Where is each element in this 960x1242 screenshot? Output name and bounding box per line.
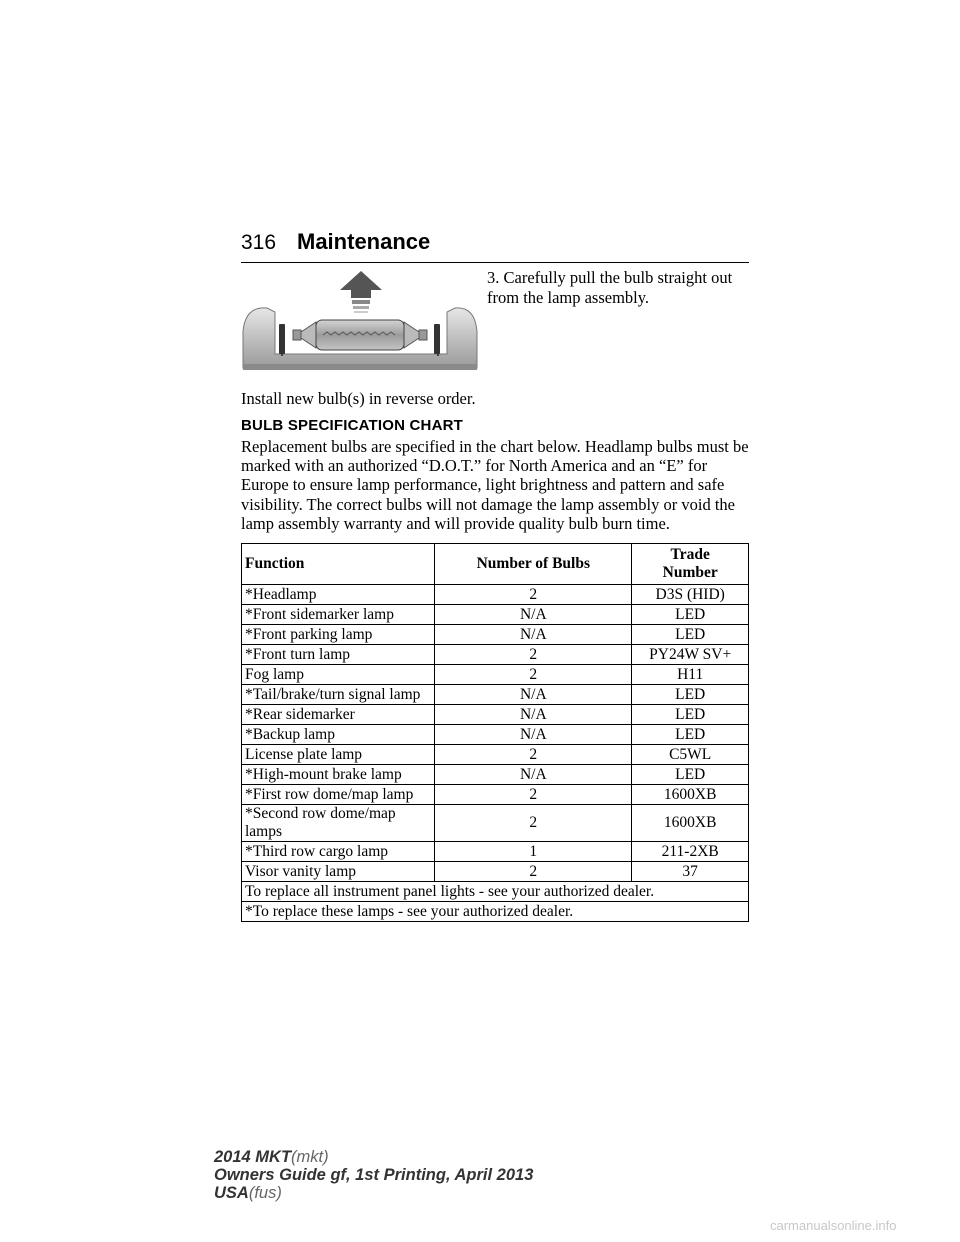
cell-trade-number: LED [632, 725, 749, 745]
cell-number-of-bulbs: 2 [435, 805, 632, 842]
table-row [242, 725, 749, 745]
chart-heading: BULB SPECIFICATION CHART [241, 417, 464, 434]
table-row [242, 805, 749, 842]
table-row [242, 842, 749, 862]
cell-function: *First row dome/map lamp [242, 785, 435, 805]
cell-number-of-bulbs: 2 [435, 745, 632, 765]
footer-market: USA [214, 1184, 249, 1202]
up-arrow-icon [340, 271, 382, 298]
cell-function: *High-mount brake lamp [242, 765, 435, 785]
cell-trade-number: LED [632, 685, 749, 705]
cell-number-of-bulbs: 2 [435, 585, 632, 605]
cell-trade-number: H11 [632, 665, 749, 685]
table-note-dealer: *To replace these lamps - see your authorized dealer. [242, 902, 749, 922]
cell-number-of-bulbs: N/A [435, 765, 632, 785]
table-row [242, 645, 749, 665]
footer-model: 2014 MKT [214, 1148, 292, 1166]
cell-number-of-bulbs: 2 [435, 645, 632, 665]
cell-number-of-bulbs: N/A [435, 685, 632, 705]
table-row [242, 765, 749, 785]
cell-function: Visor vanity lamp [242, 862, 435, 882]
cell-function: License plate lamp [242, 745, 435, 765]
page-number: 316 [241, 231, 277, 254]
document-footer [214, 1148, 533, 1202]
table-note-row [242, 902, 749, 922]
footer-model-code: (mkt) [291, 1148, 329, 1166]
cell-function: *Second row dome/map lamps [242, 805, 435, 842]
table-row [242, 705, 749, 725]
table-header-row [242, 544, 749, 585]
cell-trade-number: PY24W SV+ [632, 645, 749, 665]
step-3-text: 3. Carefully pull the bulb straight out from the lamp assembly. [487, 268, 733, 307]
cell-trade-number: LED [632, 705, 749, 725]
cell-trade-number: C5WL [632, 745, 749, 765]
cell-trade-number: LED [632, 605, 749, 625]
cell-number-of-bulbs: 1 [435, 842, 632, 862]
cell-trade-number: 1600XB [632, 785, 749, 805]
header-trade-number: Trade Number [632, 544, 749, 585]
page-header [241, 228, 749, 263]
cell-trade-number: LED [632, 765, 749, 785]
footer-guide: Owners Guide gf, 1st Printing, April 2013 [214, 1166, 534, 1184]
cell-function: *Rear sidemarker [242, 705, 435, 725]
cell-function: *Backup lamp [242, 725, 435, 745]
table-note-row [242, 882, 749, 902]
cell-trade-number: LED [632, 625, 749, 645]
cell-trade-number: 1600XB [632, 805, 749, 842]
table-row [242, 862, 749, 882]
cell-trade-number: D3S (HID) [632, 585, 749, 605]
cell-function: *Front parking lamp [242, 625, 435, 645]
cell-number-of-bulbs: N/A [435, 625, 632, 645]
cell-function: *Front sidemarker lamp [242, 605, 435, 625]
cell-function: *Headlamp [242, 585, 435, 605]
install-note: Install new bulb(s) in reverse order. [241, 389, 476, 408]
table-row [242, 585, 749, 605]
table-row [242, 605, 749, 625]
table-row [242, 785, 749, 805]
intro-paragraph: Replacement bulbs are specified in the chart below. Headlamp bulbs must be marked with an authorized “D.O.T.” for North America and an “E” for Europe to ensure lamp performance, light brightness and pattern and safe visibility. The correct bulbs will not damage the lamp assembly or void the lamp assembly warranty and will provide quality bulb burn time. [241, 437, 749, 533]
cell-number-of-bulbs: N/A [435, 725, 632, 745]
cell-function: Fog lamp [242, 665, 435, 685]
cell-number-of-bulbs: N/A [435, 705, 632, 725]
cell-trade-number: 211-2XB [632, 842, 749, 862]
cell-function: *Front turn lamp [242, 645, 435, 665]
table-row [242, 745, 749, 765]
table-row [242, 665, 749, 685]
cell-trade-number: 37 [632, 862, 749, 882]
footer-market-code: (fus) [248, 1184, 282, 1202]
cell-function: *Tail/brake/turn signal lamp [242, 685, 435, 705]
section-title: Maintenance [297, 229, 431, 254]
bulb-removal-illustration [241, 268, 479, 388]
table-row [242, 685, 749, 705]
bulb-specification-table [241, 543, 749, 922]
table-note-instrument-panel: To replace all instrument panel lights - see your authorized dealer. [242, 882, 749, 902]
header-number-of-bulbs: Number of Bulbs [435, 544, 632, 585]
bulb-icon [316, 320, 404, 350]
table-row [242, 625, 749, 645]
watermark: carmanualsonline.info [770, 1218, 897, 1233]
cell-number-of-bulbs: 2 [435, 665, 632, 685]
cell-number-of-bulbs: N/A [435, 605, 632, 625]
cell-number-of-bulbs: 2 [435, 862, 632, 882]
cell-function: *Third row cargo lamp [242, 842, 435, 862]
header-function: Function [242, 544, 435, 585]
cell-number-of-bulbs: 2 [435, 785, 632, 805]
